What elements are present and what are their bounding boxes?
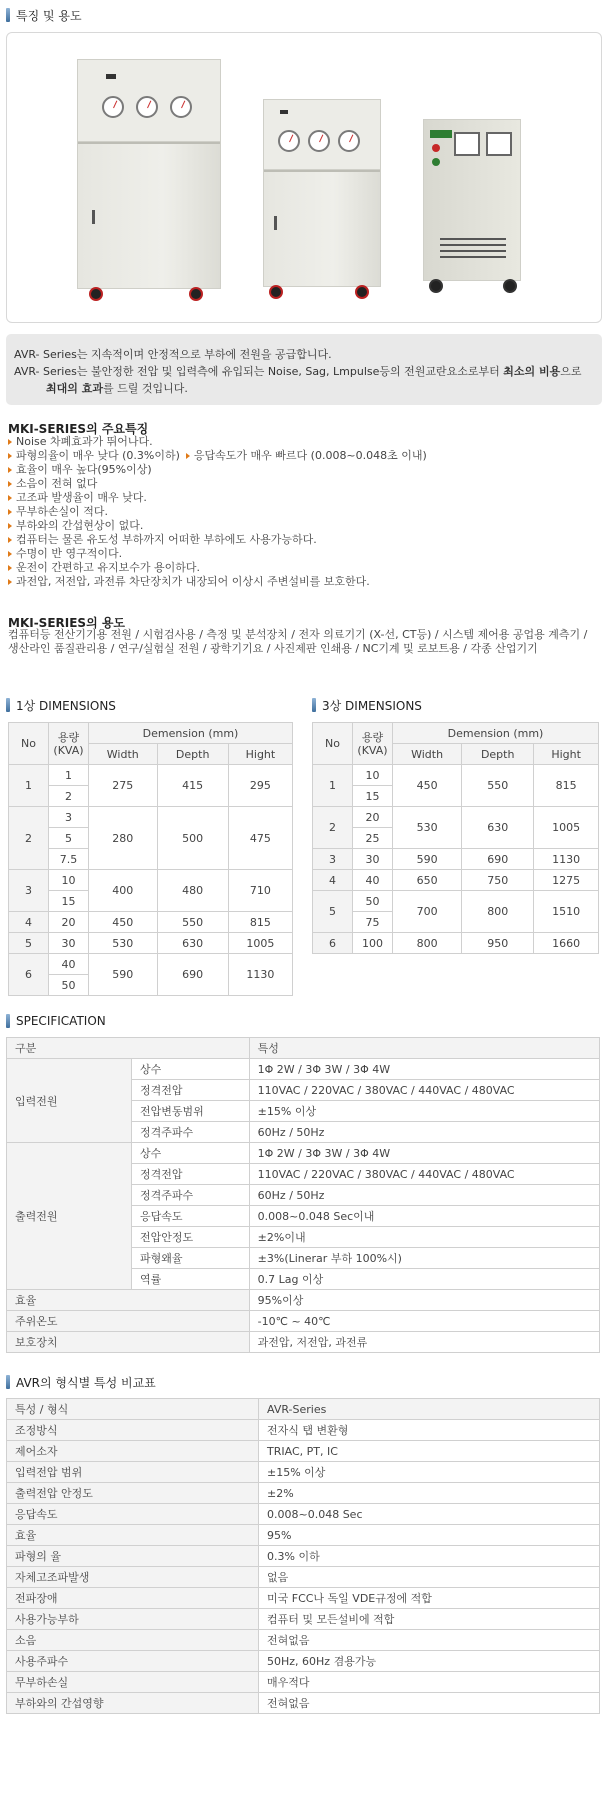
dimension-cell: 590 <box>393 849 462 870</box>
group-cell: 입력전원 <box>7 1059 132 1143</box>
dimension-cell: 1130 <box>534 849 599 870</box>
header-cell: No <box>313 723 353 765</box>
value-cell: 0.7 Lag 이상 <box>249 1269 599 1290</box>
table-row <box>7 1332 600 1353</box>
dimension-cell: 450 <box>89 912 158 933</box>
dimension-cell: 710 <box>228 870 292 912</box>
no-cell: 6 <box>313 933 353 954</box>
dimension-cell: 550 <box>462 765 534 807</box>
label-cell: 사용주파수 <box>7 1651 259 1672</box>
label-cell: 사용가능부하 <box>7 1609 259 1630</box>
kva-cell: 30 <box>49 933 89 954</box>
dimension-cell: 800 <box>462 891 534 933</box>
dimension-cell: 690 <box>462 849 534 870</box>
feature-text: 무부하손실이 적다. <box>16 505 109 518</box>
feature-text: 부하와의 간섭현상이 없다. <box>16 519 144 532</box>
dimension-cell: 1275 <box>534 870 599 891</box>
table-row <box>313 933 599 954</box>
dimension-cell: 530 <box>393 807 462 849</box>
kva-cell: 50 <box>353 891 393 912</box>
header-cell: No <box>9 723 49 765</box>
section-bar-icon <box>6 1014 10 1028</box>
feature-text: 컴퓨터는 물론 유도성 부하까지 어떠한 부하에도 사용가능하다. <box>16 533 317 546</box>
value-cell: 60Hz / 50Hz <box>249 1122 599 1143</box>
no-cell: 2 <box>9 807 49 870</box>
feature-item <box>8 561 598 575</box>
value-cell: 없음 <box>259 1567 600 1588</box>
dimension-cell: 475 <box>228 807 292 870</box>
intro-line <box>14 363 594 380</box>
table-row <box>7 1483 600 1504</box>
dimension-cell: 815 <box>534 765 599 807</box>
dimension-cell: 1510 <box>534 891 599 933</box>
avr-unit-medium <box>263 99 381 287</box>
dimension-cell: 480 <box>157 870 228 912</box>
feature-item <box>8 575 598 589</box>
label-cell: 무부하손실 <box>7 1672 259 1693</box>
header-row <box>7 1038 600 1059</box>
avr-unit-small <box>423 119 521 281</box>
header-cell: 특성 <box>249 1038 599 1059</box>
table-row <box>7 1059 600 1080</box>
kva-cell: 10 <box>353 765 393 786</box>
value-cell: 60Hz / 50Hz <box>249 1185 599 1206</box>
no-cell: 3 <box>313 849 353 870</box>
header-row <box>9 723 293 744</box>
feature-item <box>8 463 598 477</box>
header-text: (KVA) <box>53 743 84 757</box>
value-cell: 컴퓨터 및 모든설비에 적합 <box>259 1609 600 1630</box>
header-cell: Depth <box>462 744 534 765</box>
avr-unit-large <box>77 59 221 289</box>
label-cell: 효율 <box>7 1525 259 1546</box>
feature-item <box>8 477 598 491</box>
value-cell: 0.008~0.048 Sec <box>259 1504 600 1525</box>
value-cell: 전혀없음 <box>259 1630 600 1651</box>
dimension-cell: 815 <box>228 912 292 933</box>
section-bar-icon <box>6 8 10 22</box>
value-cell: 0.008~0.048 Sec이내 <box>249 1206 599 1227</box>
header-cell: Hight <box>534 744 599 765</box>
label-cell: 소음 <box>7 1630 259 1651</box>
section-title: 3상 DIMENSIONS <box>322 698 422 713</box>
value-cell: 0.3% 이하 <box>259 1546 600 1567</box>
dimension-cell: 750 <box>462 870 534 891</box>
intro-bold-text: 최소의 비용 <box>503 365 561 378</box>
table-row <box>7 1462 600 1483</box>
dimension-cell: 650 <box>393 870 462 891</box>
kva-cell: 1 <box>49 765 89 786</box>
feature-text: 효율이 매우 높다(95%이상) <box>16 463 152 476</box>
kva-cell: 15 <box>353 786 393 807</box>
label-cell: 정격전압 <box>132 1080 250 1101</box>
value-cell: ±3%(Linerar 부하 100%시) <box>249 1248 599 1269</box>
features-list <box>8 435 598 589</box>
dim3-table <box>312 722 599 954</box>
label-cell: 조정방식 <box>7 1420 259 1441</box>
section-title: 1상 DIMENSIONS <box>16 698 116 713</box>
header-cell: AVR-Series <box>259 1399 600 1420</box>
dimension-cell: 500 <box>157 807 228 870</box>
group-cell: 출력전원 <box>7 1143 132 1290</box>
header-cell: Width <box>89 744 158 765</box>
dimension-cell: 1005 <box>228 933 292 954</box>
label-cell: 출력전압 안정도 <box>7 1483 259 1504</box>
kva-cell: 75 <box>353 912 393 933</box>
value-cell: TRIAC, PT, IC <box>259 1441 600 1462</box>
bullet-arrow-icon <box>8 439 12 445</box>
table-row <box>9 954 293 975</box>
kva-cell: 100 <box>353 933 393 954</box>
features-section-header <box>6 6 82 24</box>
label-cell: 상수 <box>132 1059 250 1080</box>
kva-cell: 15 <box>49 891 89 912</box>
dimension-cell: 690 <box>157 954 228 996</box>
value-cell: 110VAC / 220VAC / 380VAC / 440VAC / 480VAC <box>249 1080 599 1101</box>
table-row <box>313 891 599 912</box>
no-cell: 1 <box>313 765 353 807</box>
dimension-cell: 415 <box>157 765 228 807</box>
no-cell: 4 <box>313 870 353 891</box>
label-cell: 파형왜율 <box>132 1248 250 1269</box>
dimension-cell: 530 <box>89 933 158 954</box>
intro-box <box>6 334 602 405</box>
header-cell: Demension (mm) <box>89 723 293 744</box>
value-cell: 매우적다 <box>259 1672 600 1693</box>
bullet-arrow-icon <box>8 481 12 487</box>
dim1-section-header <box>6 696 116 714</box>
bullet-arrow-icon <box>8 551 12 557</box>
wheel-icon <box>503 279 517 293</box>
kva-cell: 40 <box>49 954 89 975</box>
section-bar-icon <box>6 698 10 712</box>
value-cell: 95%이상 <box>249 1290 599 1311</box>
dimension-cell: 295 <box>228 765 292 807</box>
bullet-arrow-icon <box>8 565 12 571</box>
label-cell: 전압변동범위 <box>132 1101 250 1122</box>
table-row <box>7 1441 600 1462</box>
dimension-cell: 550 <box>157 912 228 933</box>
header-cell: Width <box>393 744 462 765</box>
kva-cell: 5 <box>49 828 89 849</box>
table-row <box>7 1588 600 1609</box>
kva-cell: 3 <box>49 807 89 828</box>
dimension-cell: 450 <box>393 765 462 807</box>
dimension-cell: 280 <box>89 807 158 870</box>
label-cell: 정격전압 <box>132 1164 250 1185</box>
table-row <box>7 1143 600 1164</box>
kva-cell: 40 <box>353 870 393 891</box>
value-cell: 전혀없음 <box>259 1693 600 1714</box>
feature-text: 운전이 간편하고 유지보수가 용이하다. <box>16 561 201 574</box>
no-cell: 5 <box>313 891 353 933</box>
wheel-icon <box>269 285 283 299</box>
feature-text: 파형의율이 매우 낮다 (0.3%이하) <box>16 449 180 462</box>
table-row <box>7 1290 600 1311</box>
wheel-icon <box>89 287 103 301</box>
no-cell: 5 <box>9 933 49 954</box>
label-cell: 입력전압 범위 <box>7 1462 259 1483</box>
header-cell <box>353 723 393 765</box>
label-cell: 파형의 율 <box>7 1546 259 1567</box>
section-title: 특징 및 용도 <box>16 8 82 23</box>
label-cell: 역률 <box>132 1269 250 1290</box>
section-title: AVR의 형식별 특성 비교표 <box>16 1375 156 1390</box>
label-cell: 효율 <box>7 1290 250 1311</box>
kva-cell: 30 <box>353 849 393 870</box>
features-title: MKI-SERIES의 주요특징 <box>8 422 149 436</box>
wheel-icon <box>355 285 369 299</box>
feature-text: 응답속도가 매우 빠르다 (0.008~0.048초 이내) <box>193 449 427 462</box>
dimension-cell: 630 <box>157 933 228 954</box>
kva-cell: 10 <box>49 870 89 891</box>
table-row <box>9 912 293 933</box>
wheel-icon <box>189 287 203 301</box>
section-title: SPECIFICATION <box>16 1014 106 1028</box>
feature-item <box>8 449 598 463</box>
dimension-cell: 1130 <box>228 954 292 996</box>
label-cell: 제어소자 <box>7 1441 259 1462</box>
value-cell: 110VAC / 220VAC / 380VAC / 440VAC / 480VAC <box>249 1164 599 1185</box>
header-text: 용량 <box>57 730 80 744</box>
table-row <box>9 933 293 954</box>
feature-text: 소음이 전혀 없다 <box>16 477 98 490</box>
dimension-cell: 700 <box>393 891 462 933</box>
label-cell: 전파장애 <box>7 1588 259 1609</box>
header-row <box>7 1399 600 1420</box>
table-row <box>313 870 599 891</box>
header-cell: Hight <box>228 744 292 765</box>
label-cell: 응답속도 <box>7 1504 259 1525</box>
value-cell: 95% <box>259 1525 600 1546</box>
value-cell: ±2%이내 <box>249 1227 599 1248</box>
kva-cell: 7.5 <box>49 849 89 870</box>
kva-cell: 20 <box>49 912 89 933</box>
header-cell: Depth <box>157 744 228 765</box>
table-row <box>313 807 599 828</box>
kva-cell: 25 <box>353 828 393 849</box>
header-text: (KVA) <box>357 743 388 757</box>
usage-title: MKI-SERIES의 용도 <box>8 616 126 630</box>
bullet-arrow-icon <box>8 537 12 543</box>
label-cell: 자체고조파발생 <box>7 1567 259 1588</box>
compare-section-header <box>6 1373 156 1391</box>
bullet-arrow-icon <box>8 579 12 585</box>
bullet-arrow-icon <box>8 523 12 529</box>
product-photo <box>6 32 602 323</box>
feature-text: 과전압, 저전압, 과전류 차단장치가 내장되어 이상시 주변설비를 보호한다. <box>16 575 370 588</box>
feature-item <box>8 505 598 519</box>
intro-line <box>14 380 594 397</box>
header-text: 용량 <box>361 730 384 744</box>
dimension-cell: 275 <box>89 765 158 807</box>
dim3-section-header <box>312 696 422 714</box>
intro-bold-text: 최대의 효과 <box>46 382 103 395</box>
dim1-table <box>8 722 293 996</box>
value-cell: 50Hz, 60Hz 겸용가능 <box>259 1651 600 1672</box>
kva-cell: 50 <box>49 975 89 996</box>
label-cell: 전압안정도 <box>132 1227 250 1248</box>
table-row <box>7 1693 600 1714</box>
bullet-arrow-icon <box>8 467 12 473</box>
table-row <box>7 1567 600 1588</box>
wheel-icon <box>429 279 443 293</box>
bullet-arrow-icon <box>8 495 12 501</box>
intro-text: 를 드릴 것입니다. <box>102 382 188 395</box>
intro-line: AVR- Series는 지속적이며 안정적으로 부하에 전원을 공급합니다. <box>14 348 332 361</box>
table-row <box>9 765 293 786</box>
kva-cell: 2 <box>49 786 89 807</box>
intro-text: 으로 <box>560 365 582 378</box>
label-cell: 응답속도 <box>132 1206 250 1227</box>
intro-text: AVR- Series는 불안정한 전압 및 입력측에 유입되는 Noise, Sag, Lmpulse등의 전원교란요소로부터 <box>14 365 504 378</box>
table-row <box>7 1672 600 1693</box>
table-row <box>7 1609 600 1630</box>
table-row <box>7 1630 600 1651</box>
label-cell: 주위온도 <box>7 1311 250 1332</box>
table-row <box>7 1311 600 1332</box>
table-row <box>9 807 293 828</box>
feature-item <box>8 519 598 533</box>
label-cell: 상수 <box>132 1143 250 1164</box>
feature-text: 고조파 발생율이 매우 낮다. <box>16 491 147 504</box>
dimension-cell: 1660 <box>534 933 599 954</box>
no-cell: 4 <box>9 912 49 933</box>
dimension-cell: 400 <box>89 870 158 912</box>
label-cell: 보호장치 <box>7 1332 250 1353</box>
table-row <box>7 1651 600 1672</box>
section-bar-icon <box>6 1375 10 1389</box>
compare-table <box>6 1398 600 1714</box>
table-row <box>9 870 293 891</box>
header-cell: 구분 <box>7 1038 250 1059</box>
table-row <box>313 849 599 870</box>
feature-text: Noise 차폐효과가 뛰어나다. <box>16 435 153 448</box>
kva-cell: 20 <box>353 807 393 828</box>
value-cell: 과전압, 저전압, 과전류 <box>249 1332 599 1353</box>
no-cell: 6 <box>9 954 49 996</box>
section-bar-icon <box>312 698 316 712</box>
dimension-cell: 590 <box>89 954 158 996</box>
bullet-arrow-icon <box>8 453 12 459</box>
label-cell: 정격주파수 <box>132 1185 250 1206</box>
table-row <box>7 1504 600 1525</box>
feature-item <box>8 435 598 449</box>
header-row <box>313 723 599 744</box>
spec-table <box>6 1037 600 1353</box>
value-cell: 1Φ 2W / 3Φ 3W / 3Φ 4W <box>249 1059 599 1080</box>
table-row <box>7 1420 600 1441</box>
dimension-cell: 800 <box>393 933 462 954</box>
table-row <box>7 1546 600 1567</box>
bullet-arrow-icon <box>186 453 190 459</box>
value-cell: ±2% <box>259 1483 600 1504</box>
usage-text: 컴퓨터등 전산기기용 전원 / 시험검사용 / 측정 및 분석장치 / 전자 의료기기 (X-선, CT등) / 시스템 제어용 공업용 계측기 / 생산라인 품질관리용 / 연구/실험실 전원 / 광학기기요 / 사진제판 인쇄용 / NC기계 및 로보트용 / 각종 산업기기 <box>8 628 588 655</box>
dimension-cell: 950 <box>462 933 534 954</box>
no-cell: 2 <box>313 807 353 849</box>
feature-item <box>8 491 598 505</box>
value-cell: -10℃ ~ 40℃ <box>249 1311 599 1332</box>
label-cell: 정격주파수 <box>132 1122 250 1143</box>
value-cell: 미국 FCC나 독일 VDE규정에 적합 <box>259 1588 600 1609</box>
no-cell: 1 <box>9 765 49 807</box>
label-cell: 부하와의 간섭영향 <box>7 1693 259 1714</box>
header-cell: Demension (mm) <box>393 723 599 744</box>
header-cell: 특성 / 형식 <box>7 1399 259 1420</box>
value-cell: ±15% 이상 <box>249 1101 599 1122</box>
spec-section-header <box>6 1012 106 1030</box>
value-cell: ±15% 이상 <box>259 1462 600 1483</box>
header-cell <box>49 723 89 765</box>
value-cell: 전자식 탭 변환형 <box>259 1420 600 1441</box>
no-cell: 3 <box>9 870 49 912</box>
feature-item <box>8 533 598 547</box>
table-row <box>313 765 599 786</box>
feature-item <box>8 547 598 561</box>
table-row <box>7 1525 600 1546</box>
bullet-arrow-icon <box>8 509 12 515</box>
feature-text: 수명이 반 영구적이다. <box>16 547 123 560</box>
dimension-cell: 1005 <box>534 807 599 849</box>
value-cell: 1Φ 2W / 3Φ 3W / 3Φ 4W <box>249 1143 599 1164</box>
dimension-cell: 630 <box>462 807 534 849</box>
